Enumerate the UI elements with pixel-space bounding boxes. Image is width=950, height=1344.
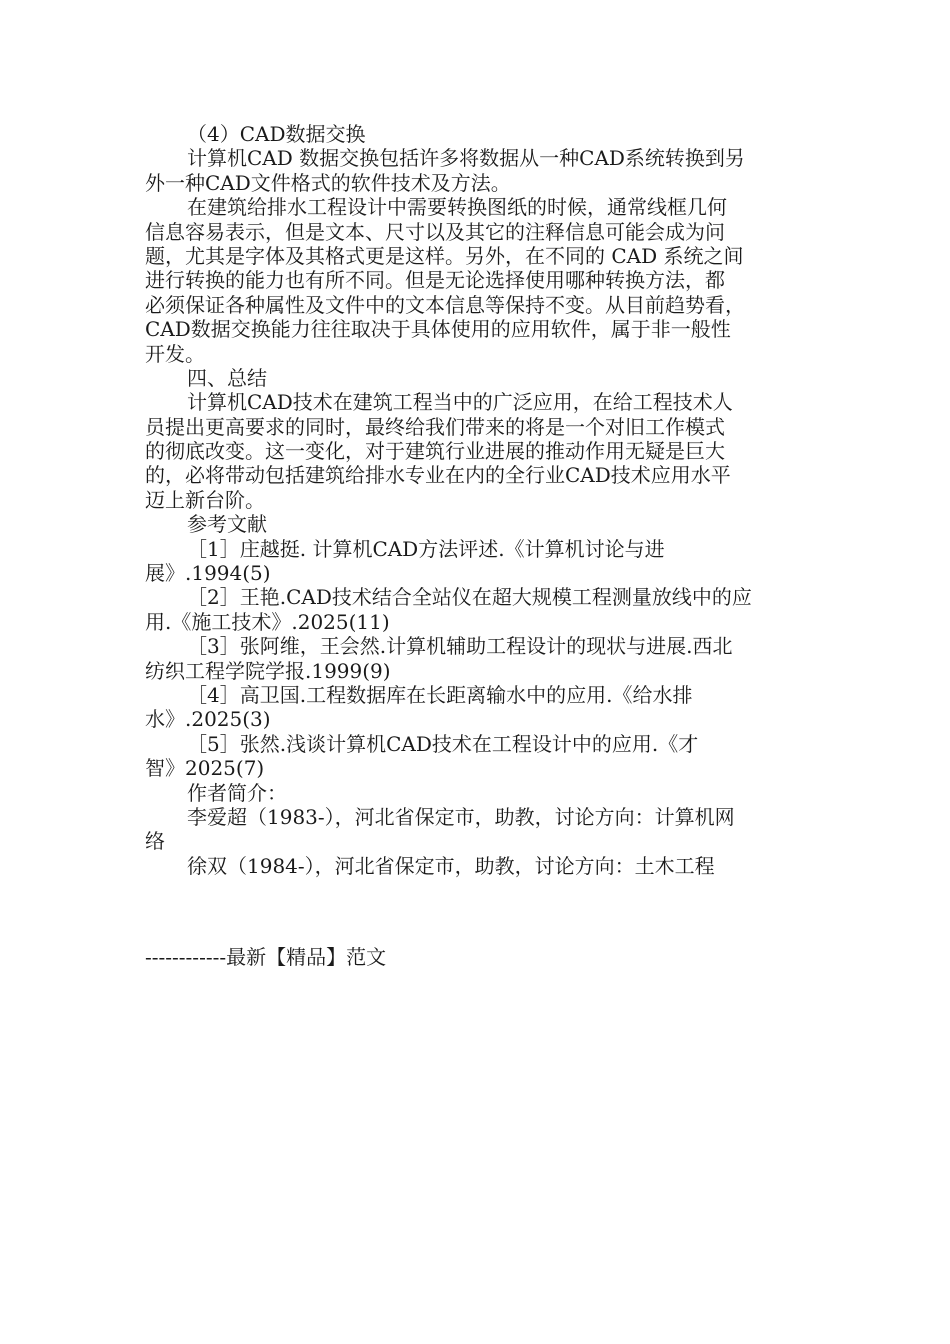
text-line: 迈上新台阶。 xyxy=(145,487,265,512)
text-line: 外一种CAD文件格式的软件技术及方法。 xyxy=(145,170,511,195)
text-line: 络 xyxy=(145,829,165,854)
text-line: 四、总结 xyxy=(187,365,267,390)
text-line: CAD数据交换能力往往取决于具体使用的应用软件，属于非一般性 xyxy=(145,317,731,342)
text-line: 展》.1994(5) xyxy=(145,561,271,586)
text-line: 徐双（1984-），河北省保定市，助教，讨论方向：土木工程 xyxy=(187,853,715,878)
text-line: ［2］王艳.CAD技术结合全站仪在超大规模工程测量放线中的应 xyxy=(187,585,752,610)
text-line: 智》2025(7) xyxy=(145,756,265,781)
text-line: 进行转换的能力也有所不同。但是无论选择使用哪种转换方法，都 xyxy=(145,268,725,293)
text-line: ［1］庄越挺. 计算机CAD方法评述.《计算机讨论与进 xyxy=(187,536,665,561)
text-line: 李爱超（1983-），河北省保定市，助教，讨论方向：计算机网 xyxy=(187,804,735,829)
text-line: 计算机CAD 数据交换包括许多将数据从一种CAD系统转换到另 xyxy=(187,146,745,171)
text-line: ［4］高卫国.工程数据库在长距离输水中的应用.《给水排 xyxy=(187,682,693,707)
text-line: ［5］张然.浅谈计算机CAD技术在工程设计中的应用.《才 xyxy=(187,731,699,756)
text-line: 的，必将带动包括建筑给排水专业在内的全行业CAD技术应用水平 xyxy=(145,463,731,488)
text-line: ［3］张阿维，王会然.计算机辅助工程设计的现状与进展.西北 xyxy=(187,634,733,659)
text-line: 的彻底改变。这一变化，对于建筑行业进展的推动作用无疑是巨大 xyxy=(145,439,725,464)
text-line: 作者简介： xyxy=(187,780,287,805)
text-line: 必须保证各种属性及文件中的文本信息等保持不变。从目前趋势看， xyxy=(145,292,745,317)
text-line: （4）CAD数据交换 xyxy=(187,122,366,146)
text-line: 在建筑给排水工程设计中需要转换图纸的时候，通常线框几何 xyxy=(187,195,727,220)
text-line: 题，尤其是字体及其格式更是这样。另外，在不同的 CAD 系统之间 xyxy=(145,243,744,268)
text-line: 参考文献 xyxy=(187,512,267,537)
text-line: 水》.2025(3) xyxy=(145,707,271,732)
footer-text: ------------最新【精品】范文 xyxy=(145,945,387,969)
text-line: 用.《施工技术》.2025(11) xyxy=(145,609,390,634)
document-body xyxy=(145,122,810,878)
text-line: 计算机CAD技术在建筑工程当中的广泛应用，在给工程技术人 xyxy=(187,390,733,415)
text-line: 纺织工程学院学报.1999(9) xyxy=(145,658,391,683)
text-line: 员提出更高要求的同时，最终给我们带来的将是一个对旧工作模式 xyxy=(145,414,725,439)
text-line: 开发。 xyxy=(145,341,205,366)
text-line: 信息容易表示，但是文本、尺寸以及其它的注释信息可能会成为问 xyxy=(145,219,725,244)
